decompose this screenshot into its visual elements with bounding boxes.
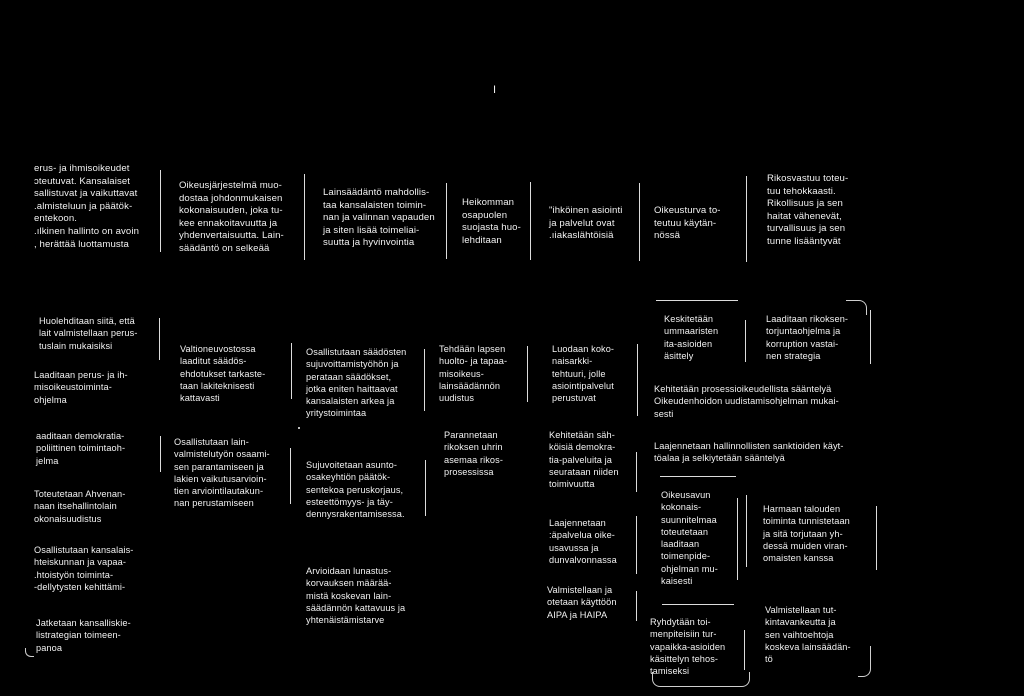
divider	[636, 452, 637, 492]
divider	[530, 182, 531, 260]
measure-summary-cases: Keskitetään ummaaristen ita-asioiden äsittely	[664, 314, 719, 361]
measure-e-services-legal-aid: Laajennetaan :äpalvelua oike- usavussa ja dunvalvonnassa	[549, 518, 617, 565]
measure-civil-society: Osallistutaan kansalais- hteiskunnan ja vapaa- .htoistyön toiminta- -dellytysten kehittämi-	[34, 545, 134, 592]
divider	[870, 310, 871, 364]
measure-constitution: Huolehditaan siitä, että lait valmistellaan perus- tuslain mukaisiksi	[39, 316, 138, 351]
bracket-top	[656, 300, 738, 301]
measure-procedural-law: Kehitetään prosessioikeudellista sääntelyä Oikeudenhoidon uudistamisohjelman mukai- sesti	[654, 384, 839, 419]
measure-housing-company: Sujuvoitetaan asunto- osakeyhtiön päätök- sentekoa peruskorjaus, esteettömyys- ja täy- dennysrakentamisessa.	[306, 460, 405, 520]
measure-crime-victim: Parannetaan rikoksen uhrin asemaa rikos- prosessissa	[444, 430, 503, 477]
bracket	[858, 646, 871, 677]
measure-grey-economy: Harmaan talouden toiminta tunnistetaan ja sitä torjutaan yh- dessä muiden viran- omaisten kanssa	[763, 504, 850, 564]
goal-electronic-services: "ihköinen asiointi ja palvelut ovat .ıiakaslähtöisiä	[549, 205, 623, 242]
measure-human-rights-programme: Laaditaan perus- ja ih- misoikeustoiminta- ohjelma	[34, 370, 128, 405]
measure-child-custody: Tehdään lapsen huolto- ja tapaa- misoikeus- lainsäädännön uudistus	[439, 344, 508, 404]
goal-freedom-of-action: Lainsäädäntö mahdollis- taa kansalaisten toimin- nan ja valinnan vapauden ja siten lisää toimeliai- suutta ja hyvinvointia	[323, 187, 435, 249]
divider	[637, 344, 638, 416]
bracket	[652, 672, 750, 687]
measure-language-strategy: Jatketaan kansalliskie- listrategian toimeen- panoa	[36, 618, 131, 653]
divider	[527, 346, 528, 402]
measure-administrative-sanctions: Laajennetaan hallinnollisten sanktioiden käyt- töalaa ja selkiytetään sääntelyä	[654, 441, 844, 464]
header-mark: I	[493, 84, 497, 96]
divider	[424, 349, 425, 411]
goal-criminal-liability: Rikosvastuu toteu- tuu tehokkaasti. Rikollisuus ja sen haitat vähenevät, turvallisuus ja sen tunne lisääntyvät	[767, 173, 849, 247]
goal-legal-system: Oikeusjärjestelmä muo- dostaa johdonmukaisen kokonaisuuden, joka tu- kee ennakoitavuutta ja yhdenvertaisuutta. Lain- säädäntö on selkeää	[179, 180, 284, 254]
divider	[639, 183, 640, 261]
divider	[746, 176, 747, 262]
measure-streamline-regulation: Osallistutaan säädösten sujuvoittamistyöhön ja perataan säädökset, jotka eniten haittaavat kansalaisten arkea ja yritystoimintaa	[306, 347, 407, 419]
measure-drafting-competence: Osallistutaan lain- valmistelutyön osaami- sen parantamiseen ja lakien vaikutusarvioin- tien arviointilautakun- nan perustamiseen	[174, 437, 270, 509]
measure-legislative-review: Valtioneuvostossa laaditut säädös- ehdotukset tarkaste- taan lakiteknisesti kattavasti	[180, 344, 266, 404]
measure-crime-prevention: Laaditaan rikoksen- torjuntaohjelma ja korruption vastai- nen strategia	[766, 314, 849, 361]
goal-rights-democracy: erus- ja ihmisoikeudet ɔteutuvat. Kansalaiset sallistuvat ja vaikuttavat .almisteluun ja päätök- entekoon. .ılkinen hallinto on avoin , herättää luottamusta	[34, 163, 140, 250]
divider	[290, 448, 291, 504]
divider	[745, 320, 746, 362]
goal-weaker-party: Heikomman osapuolen suojasta huo- lehditaan	[462, 197, 521, 246]
divider	[160, 436, 161, 472]
measure-pretrial-detention: Valmistellaan tut- kintavankeutta ja sen vaihtoehtoja koskeva lainsäädän- tö	[765, 605, 851, 665]
divider	[159, 318, 160, 360]
measure-expropriation: Arvioidaan lunastus- korvauksen määrää- mistä koskevan lain- säädännön kattavuus ja yhtenäistämistarve	[306, 566, 406, 626]
goal-legal-protection: Oikeusturva to- teutuu käytän- nössä	[654, 205, 721, 242]
measure-democracy-programme: aaditaan demokratia- poliittinen toimintaoh- jelma	[36, 431, 126, 466]
measure-enterprise-architecture: Luodaan koko- naisarkki- tehtuuri, jolle asiointipalvelut perustuvat	[552, 344, 615, 404]
speck	[298, 427, 300, 429]
divider	[446, 183, 447, 259]
divider	[636, 516, 637, 574]
divider	[160, 170, 161, 252]
divider	[744, 630, 745, 670]
divider	[746, 495, 747, 567]
bracket-line	[662, 604, 734, 605]
measure-aipa-haipa: Valmistellaan ja otetaan käyttöön AIPA ja HAIPA	[547, 585, 617, 620]
divider	[876, 506, 877, 570]
bracket	[25, 648, 34, 657]
measure-asylum-processing: Ryhdytään toi- menpiteisiin tur- vapaikka-asioiden käsittelyn tehos- tamiseksi	[650, 617, 726, 677]
measure-legal-aid-plan: Oikeusavun kokonais- suunnitelmaa toteutetaan laaditaan toimenpide- ohjelman mu- kaisesti	[661, 490, 718, 587]
measure-aland-autonomy: Toteutetaan Ahvenan- naan itsehallintolain okonaisuudistus	[34, 489, 126, 524]
divider	[425, 460, 426, 516]
measure-e-democracy: Kehitetään säh- köisiä demokra- tia-palveluita ja seurataan niiden toimivuutta	[549, 430, 619, 490]
bracket-line	[660, 476, 736, 477]
bracket	[846, 300, 867, 315]
divider	[636, 591, 637, 621]
divider	[737, 498, 738, 580]
divider	[291, 343, 292, 399]
divider	[304, 174, 305, 260]
